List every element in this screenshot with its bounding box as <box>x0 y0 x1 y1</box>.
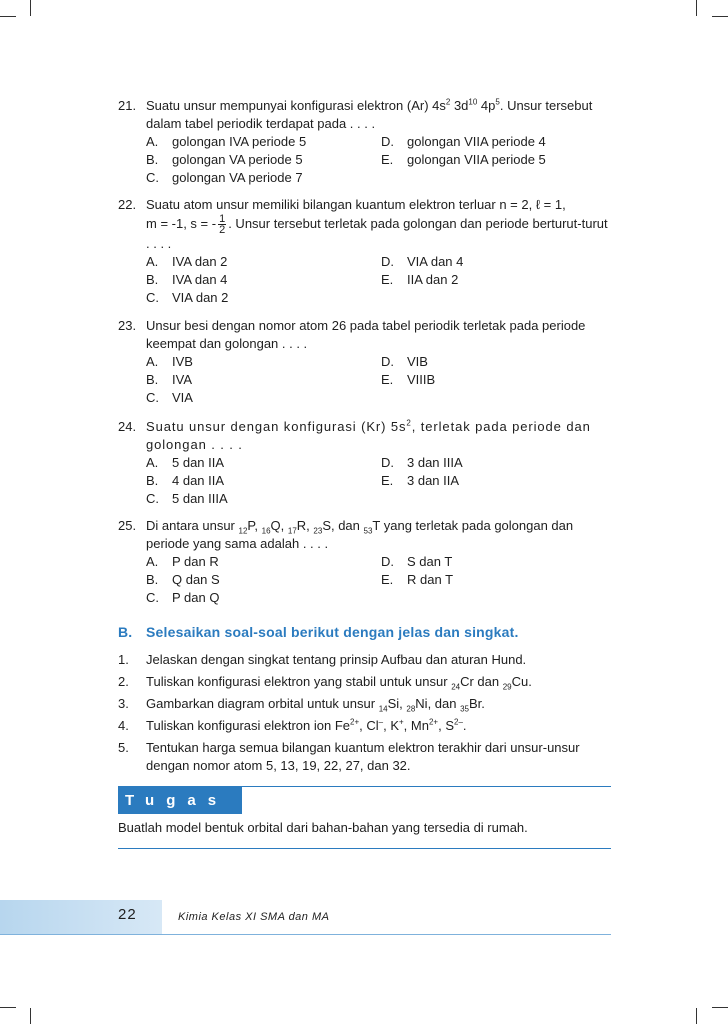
option-a[interactable]: A. P dan R <box>146 554 219 569</box>
question-24 <box>118 418 612 508</box>
option-b[interactable]: B. Q dan S <box>146 572 220 587</box>
option-d[interactable]: D. VIB <box>381 354 428 369</box>
section-b-heading: B. Selesaikan soal-soal berikut dengan jelas dan singkat. <box>118 624 519 640</box>
question-number: 21. <box>118 98 137 113</box>
question-22 <box>118 196 612 307</box>
essay-item-3: 3. Gambarkan diagram orbital untuk unsur $_{14}$Si, $_{28}$Ni, dan $_{35}$Br. <box>118 696 485 714</box>
crop-mark <box>696 0 697 16</box>
option-list <box>146 553 612 607</box>
option-a[interactable]: A. 5 dan IIA <box>146 455 225 470</box>
footer-band <box>0 900 162 934</box>
option-c[interactable]: C. P dan Q <box>146 590 220 605</box>
option-a[interactable]: A. IVB <box>146 354 193 369</box>
option-b[interactable]: B. IVA dan 4 <box>146 272 228 287</box>
option-e[interactable]: E. R dan T <box>381 572 454 587</box>
question-text: Suatu atom unsur memiliki bilangan kuantum elektron terluar n = 2, ℓ = 1, m = -1, s = - $\frac{1}{2}$ . Unsur tersebut terletak pada golongan dan periode berturut-turut . . . . <box>146 197 608 251</box>
option-b[interactable]: B. golongan VA periode 5 <box>146 152 303 167</box>
question-21 <box>118 97 612 187</box>
page-number: 22 <box>118 906 137 923</box>
question-number: 25. <box>118 518 137 533</box>
option-a[interactable]: A. golongan IVA periode 5 <box>146 134 307 149</box>
option-c[interactable]: C. VIA dan 2 <box>146 290 229 305</box>
option-c[interactable]: C. 5 dan IIIA <box>146 491 228 506</box>
book-title: Kimia Kelas XI SMA dan MA <box>178 911 330 923</box>
option-list <box>146 353 612 407</box>
question-number: 22. <box>118 197 137 212</box>
question-text: Suatu unsur dengan konfigurasi (Kr) $5s^2$, terletak pada periode dan golongan . . . . <box>146 418 591 452</box>
essay-item-4: 4. Tuliskan konfigurasi elektron ion $Fe^{2+}$, Cl–, K+, $Mn^{2+}$, $S^{2-}$. <box>118 717 467 733</box>
essay-item-2: 2. Tuliskan konfigurasi elektron yang stabil untuk unsur $_{24}$Cr dan $_{29}$Cu. <box>118 674 532 692</box>
option-e[interactable]: E. VIIIB <box>381 372 436 387</box>
option-c[interactable]: C. golongan VA periode 7 <box>146 170 303 185</box>
footer-divider <box>0 934 611 935</box>
option-d[interactable]: D. 3 dan IIIA <box>381 455 463 470</box>
option-d[interactable]: D. VIA dan 4 <box>381 254 464 269</box>
option-e[interactable]: E. golongan VIIA periode 5 <box>381 152 546 167</box>
option-b[interactable]: B. 4 dan IIA <box>146 473 225 488</box>
option-list <box>146 253 612 307</box>
option-e[interactable]: E. IIA dan 2 <box>381 272 459 287</box>
question-text: Di antara unsur $_{12}$P, $_{16}$Q, $_{17}$R, $_{23}$S, dan $_{53}$T yang terletak pada golongan dan periode yang sama adalah . . . . <box>146 518 574 551</box>
option-a[interactable]: A. IVA dan 2 <box>146 254 228 269</box>
crop-mark <box>712 16 728 17</box>
tugas-bottom-divider <box>118 848 611 849</box>
fraction-one-half: $\frac{1}{2}$ <box>219 213 226 236</box>
option-b[interactable]: B. IVA <box>146 372 192 387</box>
essay-item-5: 5. Tentukan harga semua bilangan kuantum elektron terakhir dari unsur-unsur dengan nomor atom 5, 13, 19, 22, 27, dan 32. <box>118 740 580 773</box>
option-c[interactable]: C. VIA <box>146 390 193 405</box>
crop-mark <box>0 1007 16 1008</box>
option-d[interactable]: D. golongan VIIA periode 4 <box>381 134 546 149</box>
crop-mark <box>30 1008 31 1024</box>
option-d[interactable]: D. S dan T <box>381 554 453 569</box>
essay-item-1: 1. Jelaskan dengan singkat tentang prinsip Aufbau dan aturan Hund. <box>118 652 527 667</box>
question-number: 23. <box>118 318 137 333</box>
tugas-text: Buatlah model bentuk orbital dari bahan-bahan yang tersedia di rumah. <box>118 820 528 835</box>
crop-mark <box>30 0 31 16</box>
question-text: Suatu unsur mempunyai konfigurasi elektron (Ar) $4s^2$ $3d^{10}$ $4p^5$. Unsur tersebut dalam tabel periodik terdapat pada . . . . <box>146 97 593 131</box>
question-23 <box>118 317 612 407</box>
crop-mark <box>712 1007 728 1008</box>
crop-mark <box>0 16 16 17</box>
tugas-label: Tugas <box>118 787 242 814</box>
option-list <box>146 454 612 508</box>
option-list <box>146 133 612 187</box>
option-e[interactable]: E. 3 dan IIA <box>381 473 460 488</box>
crop-mark <box>696 1008 697 1024</box>
question-text: Unsur besi dengan nomor atom 26 pada tabel periodik terletak pada periode keempat dan golongan . . . . <box>146 318 586 351</box>
question-number: 24. <box>118 419 137 434</box>
question-25 <box>118 517 612 607</box>
